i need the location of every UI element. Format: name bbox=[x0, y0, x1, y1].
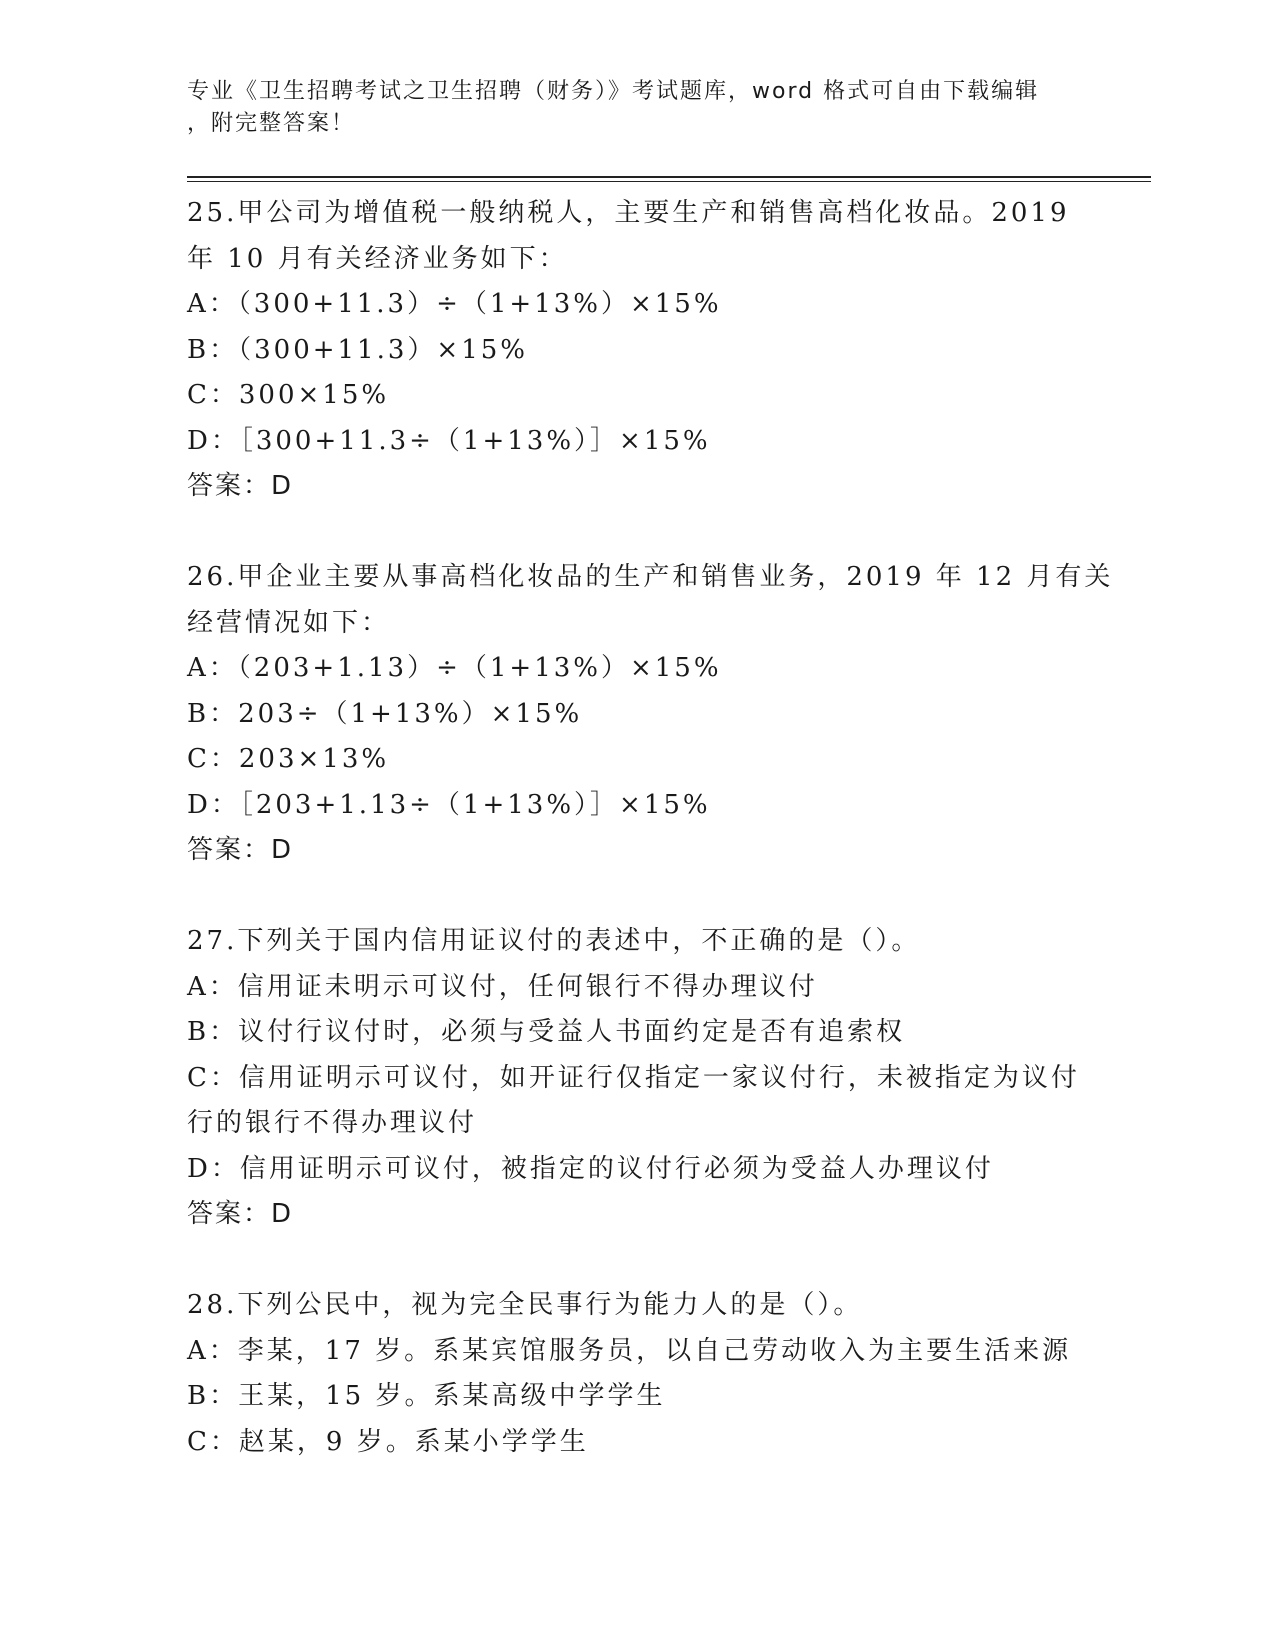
question-stem-line: 27.下列关于国内信用证议付的表述中，不正确的是（）。 bbox=[187, 926, 921, 956]
option-line: C：信用证明示可议付，如开证行仅指定一家议付行，未被指定为议付 bbox=[187, 1062, 1080, 1093]
option-line: B：203÷（1+13%）×15% bbox=[187, 698, 583, 729]
answer-line: 答案：D bbox=[187, 1199, 294, 1229]
document-header bbox=[187, 76, 1067, 140]
question-stem-line: 25.甲公司为增值税一般纳税人，主要生产和销售高档化妆品。2019 bbox=[187, 198, 1070, 228]
answer-line: 答案：D bbox=[187, 835, 294, 865]
header-divider-thin bbox=[187, 181, 1151, 182]
question-2 bbox=[187, 555, 1114, 919]
question-stem-line: 年 10 月有关经济业务如下： bbox=[187, 243, 568, 274]
option-line: C：203×13% bbox=[187, 744, 390, 774]
option-line: C：赵某，9 岁。系某小学学生 bbox=[187, 1426, 589, 1457]
option-line: D：［300+11.3÷（1+13%）］×15% bbox=[187, 425, 711, 456]
question-3 bbox=[187, 919, 1087, 1283]
question-spacer bbox=[187, 874, 1087, 920]
option-line: A：信用证未明示可议付，任何银行不得办理议付 bbox=[187, 971, 818, 1002]
question-1 bbox=[187, 191, 1087, 555]
question-spacer bbox=[187, 510, 1087, 556]
question-spacer bbox=[187, 1238, 1087, 1284]
option-line: D：［203+1.13÷（1+13%）］×15% bbox=[187, 789, 711, 820]
option-line: 行的银行不得办理议付 bbox=[187, 1108, 478, 1138]
option-line: B：（300+11.3）×15% bbox=[187, 334, 528, 365]
question-stem-line: 28.下列公民中，视为完全民事行为能力人的是（）。 bbox=[187, 1290, 863, 1320]
question-stem-line: 经营情况如下： bbox=[187, 607, 391, 638]
option-line: B：王某，15 岁。系某高级中学学生 bbox=[187, 1381, 666, 1411]
header-divider-thick bbox=[187, 176, 1151, 178]
option-line: B：议付行议付时，必须与受益人书面约定是否有追索权 bbox=[187, 1017, 906, 1047]
option-line: A：（203+1.13）÷（1+13%）×15% bbox=[187, 653, 722, 683]
header-line-1: 专业《卫生招聘考试之卫生招聘（财务）》考试题库，word 格式可自由下载编辑 bbox=[187, 79, 1040, 104]
option-line: A：（300+11.3）÷（1+13%）×15% bbox=[187, 289, 722, 319]
answer-line: 答案：D bbox=[187, 471, 294, 501]
option-line: C：300×15% bbox=[187, 380, 390, 410]
option-line: A：李某，17 岁。系某宾馆服务员，以自己劳动收入为主要生活来源 bbox=[187, 1335, 1072, 1366]
question-4 bbox=[187, 1283, 1087, 1465]
option-line: D：信用证明示可议付，被指定的议付行必须为受益人办理议付 bbox=[187, 1153, 994, 1184]
question-list bbox=[187, 191, 1114, 1465]
question-stem-line: 26.甲企业主要从事高档化妆品的生产和销售业务，2019 年 12 月有关 bbox=[187, 562, 1114, 592]
header-line-2: ，附完整答案！ bbox=[187, 111, 356, 136]
